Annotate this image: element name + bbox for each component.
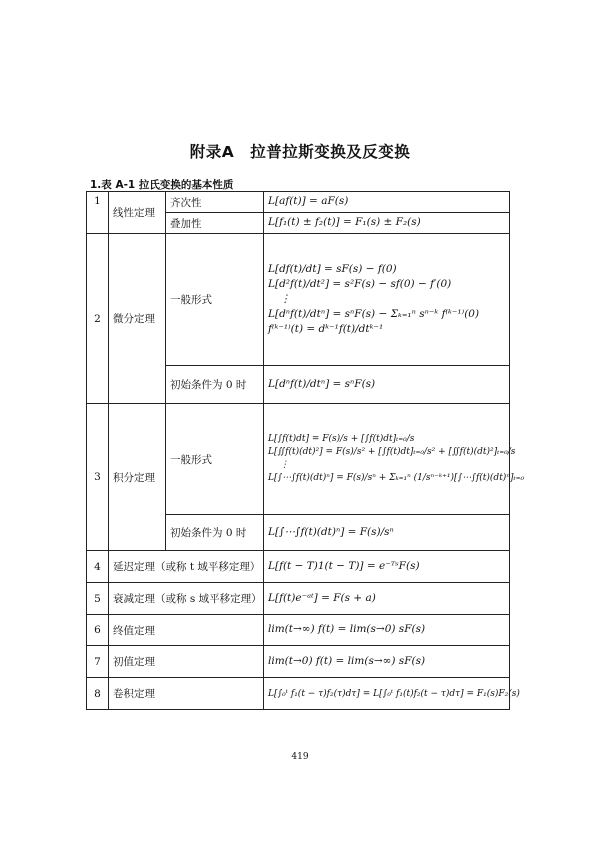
formula-cell bbox=[264, 366, 510, 404]
property-name: 卷积定理 bbox=[109, 678, 264, 710]
formula-cell bbox=[264, 551, 510, 583]
formula-cell bbox=[264, 213, 510, 234]
table-row bbox=[87, 551, 510, 583]
table-row bbox=[87, 234, 510, 366]
row-number: 2 bbox=[87, 234, 109, 404]
sub-property-label: 一般形式 bbox=[166, 234, 264, 366]
formula: L[∫⋯∫f(t)(dt)ⁿ] = F(s)/sⁿ bbox=[268, 525, 394, 538]
formula: L[∫f(t)dt] = F(s)/s + [∫f(t)dt]ₜ₌₀/s bbox=[268, 433, 415, 444]
property-name: 微分定理 bbox=[109, 234, 166, 404]
formula-cell bbox=[264, 678, 520, 710]
table-row bbox=[87, 678, 510, 710]
formula: L[af(t)] = aF(s) bbox=[268, 195, 349, 208]
table-caption: 1.表 A-1 拉氏变换的基本性质 bbox=[90, 179, 234, 191]
formula-cell bbox=[264, 615, 510, 646]
sub-property-label: 初始条件为 0 时 bbox=[166, 366, 264, 404]
row-number: 1 bbox=[87, 192, 109, 234]
formula: L[f(t − T)1(t − T)] = e⁻ᵀˢF(s) bbox=[268, 559, 420, 572]
formula-cell bbox=[264, 646, 510, 678]
page-number: 419 bbox=[291, 752, 309, 762]
row-number: 7 bbox=[87, 646, 109, 678]
formula-cell bbox=[264, 404, 525, 515]
property-name: 积分定理 bbox=[109, 404, 166, 551]
sub-property-label: 齐次性 bbox=[166, 192, 264, 213]
formula: L[dⁿf(t)/dtⁿ] = sⁿF(s) − Σₖ₌₁ⁿ sⁿ⁻ᵏ f⁽ᵏ⁻¹⁾(0) bbox=[268, 308, 480, 321]
formula: ⋮ bbox=[280, 292, 291, 305]
formula: lim(t→0) f(t) = lim(s→∞) sF(s) bbox=[268, 654, 426, 667]
sub-property-label: 一般形式 bbox=[166, 404, 264, 515]
table-row bbox=[87, 404, 510, 515]
property-name: 初值定理 bbox=[109, 646, 264, 678]
sub-property-label: 叠加性 bbox=[166, 213, 264, 234]
table-row bbox=[87, 192, 510, 213]
formula: ⋮ bbox=[280, 460, 289, 470]
sub-property-label: 初始条件为 0 时 bbox=[166, 515, 264, 551]
table-row bbox=[87, 615, 510, 646]
row-number: 3 bbox=[87, 404, 109, 551]
formula: lim(t→∞) f(t) = lim(s→0) sF(s) bbox=[268, 623, 426, 636]
formula: f⁽ᵏ⁻¹⁾(t) = dᵏ⁻¹f(t)/dtᵏ⁻¹ bbox=[268, 323, 384, 336]
property-name: 延迟定理（或称 t 域平移定理） bbox=[109, 551, 264, 583]
formula: L[∫⋯∫f(t)(dt)ⁿ] = F(s)/sⁿ + Σₖ₌₁ⁿ (1/sⁿ⁻ᵏ⁺¹)[∫⋯∫f(t)(dt)ⁿ]ₜ₌₀ bbox=[268, 473, 525, 484]
formula: L[f(t)e⁻ᵃᵗ] = F(s + a) bbox=[268, 591, 376, 604]
formula-cell bbox=[264, 515, 510, 551]
property-name: 终值定理 bbox=[109, 615, 264, 646]
formula: L[df(t)/dt] = sF(s) − f(0) bbox=[268, 262, 397, 275]
formula-cell bbox=[264, 234, 510, 366]
formula: L[∫₀ᵗ f₁(t − τ)f₂(τ)dτ] = L[∫₀ᵗ f₁(t)f₂(t − τ)dτ] = F₁(s)F₂(s) bbox=[268, 688, 520, 699]
laplace-properties-table bbox=[86, 191, 525, 710]
formula-cell bbox=[264, 192, 510, 213]
row-number: 8 bbox=[87, 678, 109, 710]
table-row bbox=[87, 583, 510, 615]
row-number: 4 bbox=[87, 551, 109, 583]
table-row bbox=[87, 646, 510, 678]
property-name: 衰减定理（或称 s 域平移定理） bbox=[109, 583, 264, 615]
formula: L[∬f(t)(dt)²] = F(s)/s² + [∫f(t)dt]ₜ₌₀/s² + [∬f(t)(dt)²]ₜ₌₀/s bbox=[268, 446, 516, 457]
row-number: 5 bbox=[87, 583, 109, 615]
formula: L[dⁿf(t)/dtⁿ] = sⁿF(s) bbox=[268, 377, 376, 390]
formula-cell bbox=[264, 583, 510, 615]
row-number: 6 bbox=[87, 615, 109, 646]
page-title: 附录A 拉普拉斯变换及反变换 bbox=[189, 143, 411, 161]
formula: L[f₁(t) ± f₂(t)] = F₁(s) ± F₂(s) bbox=[268, 216, 421, 229]
property-name: 线性定理 bbox=[109, 192, 166, 234]
formula: L[d²f(t)/dt²] = s²F(s) − sf(0) − f′(0) bbox=[268, 277, 452, 290]
